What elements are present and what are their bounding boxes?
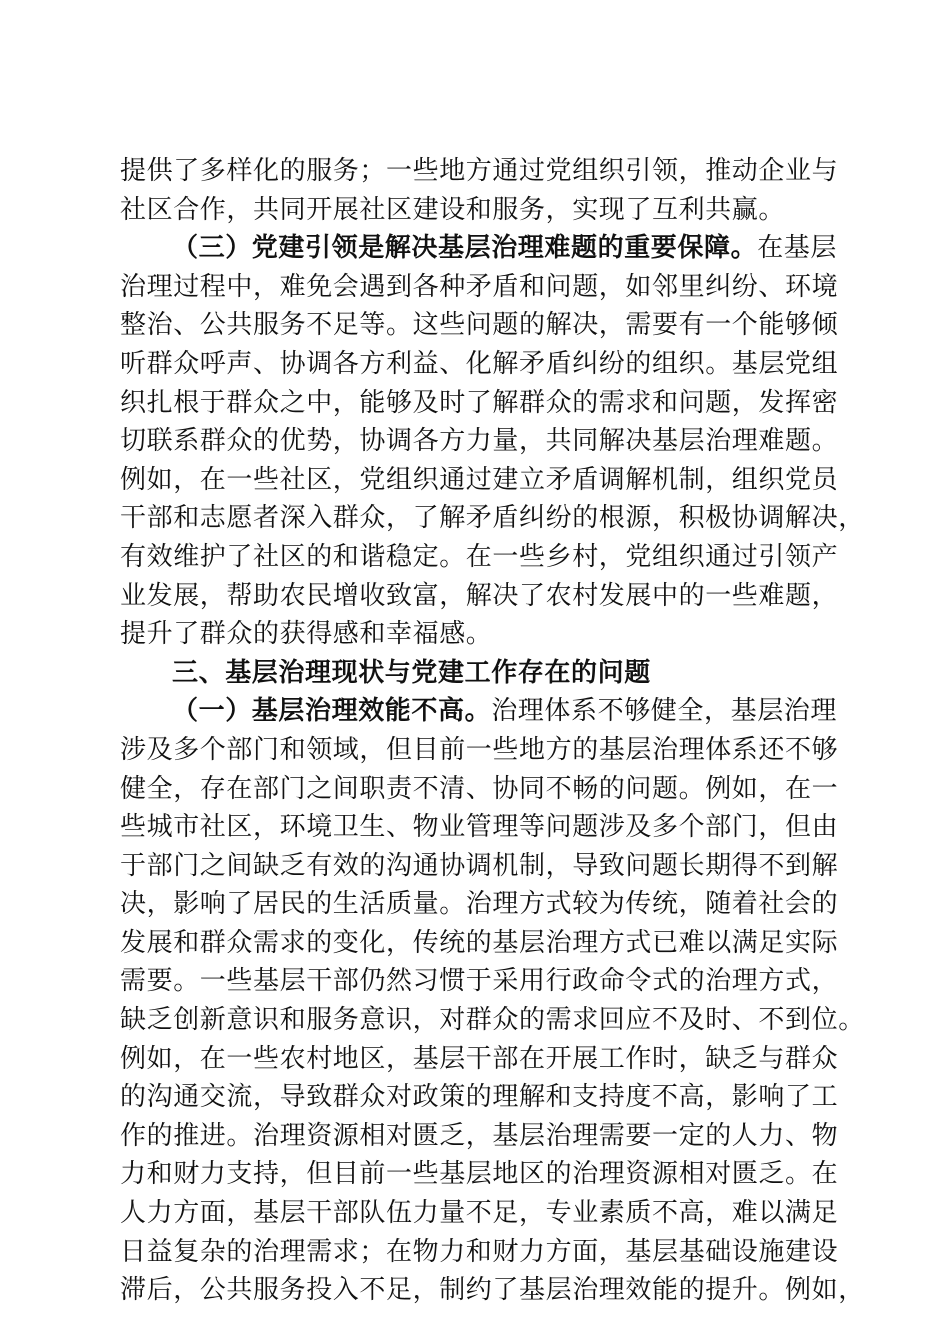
paragraph-line	[120, 692, 840, 731]
paragraph-line: 提升了群众的获得感和幸福感。	[120, 619, 493, 650]
paragraph-line: 干部和志愿者深入群众，了解矛盾纠纷的根源，积极协调解决，	[120, 503, 865, 534]
paragraph-line: 缺乏创新意识和服务意识，对群众的需求回应不及时、不到位。	[120, 1005, 865, 1036]
paragraph-line: 切联系群众的优势，协调各方力量，共同解决基层治理难题。	[120, 426, 839, 457]
paragraph-line: 发展和群众需求的变化，传统的基层治理方式已难以满足实际	[120, 927, 839, 958]
paragraph-line: 社区合作，共同开展社区建设和服务，实现了互利共赢。	[120, 194, 786, 225]
paragraph-line: 例如，在一些农村地区，基层干部在开展工作时，缺乏与群众	[120, 1043, 839, 1074]
paragraph-line: 织扎根于群众之中，能够及时了解群众的需求和问题，发挥密	[120, 387, 839, 418]
paragraph-line: 些城市社区，环境卫生、物业管理等问题涉及多个部门，但由	[120, 812, 839, 843]
paragraph-line: 滞后，公共服务投入不足，制约了基层治理效能的提升。例如，	[120, 1275, 865, 1306]
paragraph-line: 治理过程中，难免会遇到各种矛盾和问题，如邻里纠纷、环境	[120, 271, 839, 302]
paragraph-line: 有效维护了社区的和谐稳定。在一些乡村，党组织通过引领产	[120, 541, 839, 572]
paragraph-line: 听群众呼声、协调各方利益、化解矛盾纠纷的组织。基层党组	[120, 348, 839, 379]
paragraph-line: 例如，在一些社区，党组织通过建立矛盾调解机制，组织党员	[120, 464, 839, 495]
paragraph-line: 作的推进。治理资源相对匮乏，基层治理需要一定的人力、物	[120, 1120, 839, 1151]
paragraph-line: 人力方面，基层干部队伍力量不足，专业素质不高，难以满足	[120, 1198, 839, 1229]
paragraph-line: 涉及多个部门和领域，但目前一些地方的基层治理体系还不够	[120, 734, 839, 765]
paragraph-line: 于部门之间缺乏有效的沟通协调机制，导致问题长期得不到解	[120, 850, 839, 881]
paragraph-line: 的沟通交流，导致群众对政策的理解和支持度不高，影响了工	[120, 1082, 839, 1113]
paragraph-line: 需要。一些基层干部仍然习惯于采用行政命令式的治理方式，	[120, 966, 839, 997]
paragraph-line: 提供了多样化的服务；一些地方通过党组织引领，推动企业与	[120, 156, 839, 186]
subsection-title: （三）党建引领是解决基层治理难题的重要保障。	[172, 233, 758, 264]
paragraph-line: 健全，存在部门之间职责不清、协同不畅的问题。例如，在一	[120, 773, 839, 804]
document-body	[120, 152, 865, 1310]
paragraph-text: 治理体系不够健全，基层治理	[491, 696, 838, 727]
paragraph-text: 在基层	[757, 233, 838, 264]
paragraph-line: 力和财力支持，但目前一些基层地区的治理资源相对匮乏。在	[120, 1159, 839, 1190]
paragraph-line	[120, 229, 840, 268]
subsection-title: （一）基层治理效能不高。	[172, 696, 492, 727]
paragraph-line: 日益复杂的治理需求；在物力和财力方面，基层基础设施建设	[120, 1236, 839, 1267]
section-heading: 三、基层治理现状与党建工作存在的问题	[172, 657, 651, 688]
paragraph-line: 决，影响了居民的生活质量。治理方式较为传统，随着社会的	[120, 889, 839, 920]
paragraph-line: 业发展，帮助农民增收致富，解决了农村发展中的一些难题，	[120, 580, 839, 611]
paragraph-line: 整治、公共服务不足等。这些问题的解决，需要有一个能够倾	[120, 310, 839, 341]
